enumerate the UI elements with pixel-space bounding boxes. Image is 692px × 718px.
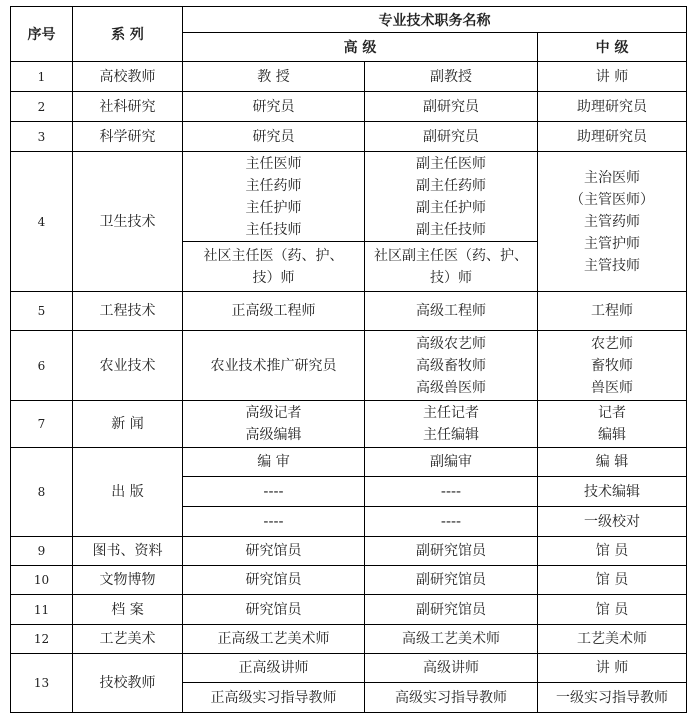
- title-line: 主任护师: [245, 199, 302, 216]
- row-number: 13: [11, 654, 73, 713]
- deputy-senior-title-cell: 副编审: [365, 448, 538, 477]
- title-line: 高级畜牧师: [416, 357, 486, 374]
- row-number: 3: [11, 122, 73, 152]
- series-cell: 档 案: [73, 595, 183, 625]
- middle-title-cell: 馆 员: [538, 595, 687, 625]
- deputy-senior-title-cell: 高级工程师: [365, 292, 538, 331]
- series-cell: 新 闻: [73, 401, 183, 448]
- deputy-senior-title-cell: 副研究馆员: [365, 595, 538, 625]
- title-line: 主管技师: [584, 257, 641, 274]
- series-cell: 农业技术: [73, 331, 183, 401]
- senior-title-cell: 正高级工艺美术师: [183, 625, 365, 654]
- deputy-senior-title-cell: 副研究馆员: [365, 566, 538, 595]
- title-line: 兽医师: [591, 379, 634, 396]
- middle-title-cell: 讲 师: [538, 654, 687, 683]
- table-row: [11, 331, 687, 401]
- title-line: 农艺师: [591, 335, 634, 352]
- table-row: [11, 566, 687, 595]
- deputy-senior-title-cell: ----: [365, 507, 538, 537]
- middle-title-cell: 技术编辑: [538, 477, 687, 507]
- deputy-senior-title-cell: ----: [365, 477, 538, 507]
- table-row: [11, 401, 687, 448]
- senior-title-cell: 编 审: [183, 448, 365, 477]
- title-line: 高级编辑: [245, 427, 302, 443]
- middle-title-cell: [538, 152, 687, 292]
- row-number: 11: [11, 595, 73, 625]
- title-line: 高级记者: [245, 405, 302, 421]
- title-line: 高级农艺师: [416, 335, 486, 352]
- series-cell: 技校教师: [73, 654, 183, 713]
- middle-title-cell: 助理研究员: [538, 92, 687, 122]
- senior-title-cell: [183, 152, 365, 242]
- table-row: [11, 654, 687, 683]
- middle-title-cell: [538, 331, 687, 401]
- deputy-senior-title-cell: [365, 331, 538, 401]
- title-line: （主管医师）: [570, 191, 655, 208]
- title-line: 技）师: [252, 269, 295, 286]
- row-number: 5: [11, 292, 73, 331]
- professional-title-table: [10, 6, 687, 713]
- title-line: 副主任医师: [416, 155, 486, 172]
- title-line: 主任技师: [245, 221, 302, 238]
- title-line: 社区主任医（药、护、: [203, 247, 344, 264]
- senior-title-cell: 研究馆员: [183, 566, 365, 595]
- deputy-senior-title-cell: 副研究馆员: [365, 537, 538, 566]
- header-middle: 中 级: [538, 33, 687, 62]
- header-seq: 序号: [11, 7, 73, 62]
- title-line: 主管护师: [584, 235, 641, 252]
- title-line: 副主任技师: [416, 221, 486, 238]
- series-cell: 出 版: [73, 448, 183, 537]
- senior-title-cell: 教 授: [183, 62, 365, 92]
- title-line: 编辑: [598, 427, 627, 443]
- title-line: 主任记者: [423, 405, 479, 421]
- row-number: 1: [11, 62, 73, 92]
- senior-title-cell: 正高级实习指导教师: [183, 683, 365, 713]
- series-cell: 社科研究: [73, 92, 183, 122]
- header-group: 专业技术职务名称: [183, 7, 687, 33]
- deputy-senior-title-cell: 高级工艺美术师: [365, 625, 538, 654]
- series-cell: 图书、资料: [73, 537, 183, 566]
- middle-title-cell: 工艺美术师: [538, 625, 687, 654]
- senior-title-cell: 研究员: [183, 122, 365, 152]
- deputy-senior-title-cell: 高级讲师: [365, 654, 538, 683]
- title-line: 副主任护师: [416, 199, 486, 216]
- table-row: [11, 595, 687, 625]
- title-line: 主管药师: [584, 213, 641, 230]
- row-number: 6: [11, 331, 73, 401]
- title-line: 主任编辑: [423, 427, 479, 443]
- table-row: [11, 122, 687, 152]
- series-cell: 工程技术: [73, 292, 183, 331]
- header-series: 系 列: [73, 7, 183, 62]
- senior-title-cell: 研究馆员: [183, 537, 365, 566]
- series-cell: 文物博物: [73, 566, 183, 595]
- table-row: [11, 625, 687, 654]
- header-senior: 高 级: [183, 33, 538, 62]
- row-number: 2: [11, 92, 73, 122]
- deputy-senior-title-cell: 副研究员: [365, 122, 538, 152]
- middle-title-cell: 编 辑: [538, 448, 687, 477]
- middle-title-cell: 馆 员: [538, 566, 687, 595]
- deputy-senior-title-cell: [365, 242, 538, 292]
- deputy-senior-title-cell: [365, 401, 538, 448]
- middle-title-cell: 讲 师: [538, 62, 687, 92]
- senior-title-cell: ----: [183, 477, 365, 507]
- title-line: 技）师: [430, 269, 472, 286]
- deputy-senior-title-cell: 高级实习指导教师: [365, 683, 538, 713]
- row-number: 4: [11, 152, 73, 292]
- series-cell: 科学研究: [73, 122, 183, 152]
- title-line: 畜牧师: [591, 357, 634, 374]
- row-number: 7: [11, 401, 73, 448]
- title-line: 副主任药师: [416, 177, 486, 194]
- senior-title-cell: 正高级讲师: [183, 654, 365, 683]
- series-cell: 工艺美术: [73, 625, 183, 654]
- row-number: 8: [11, 448, 73, 537]
- table-row: [11, 152, 687, 242]
- table-row: [11, 92, 687, 122]
- deputy-senior-title-cell: [365, 152, 538, 242]
- row-number: 9: [11, 537, 73, 566]
- title-line: 主任医师: [245, 155, 302, 172]
- title-line: 高级兽医师: [416, 379, 486, 396]
- middle-title-cell: 工程师: [538, 292, 687, 331]
- senior-title-cell: 研究员: [183, 92, 365, 122]
- middle-title-cell: 一级校对: [538, 507, 687, 537]
- senior-title-cell: 研究馆员: [183, 595, 365, 625]
- deputy-senior-title-cell: 副教授: [365, 62, 538, 92]
- title-line: 主任药师: [245, 177, 302, 194]
- senior-title-cell: 正高级工程师: [183, 292, 365, 331]
- senior-title-cell: ----: [183, 507, 365, 537]
- senior-title-cell: [183, 242, 365, 292]
- table-row: [11, 448, 687, 477]
- title-line: 主治医师: [584, 169, 641, 186]
- middle-title-cell: 馆 员: [538, 537, 687, 566]
- title-line: 社区副主任医（药、护、: [374, 247, 528, 264]
- middle-title-cell: [538, 401, 687, 448]
- table-row: [11, 62, 687, 92]
- row-number: 12: [11, 625, 73, 654]
- series-cell: 高校教师: [73, 62, 183, 92]
- senior-title-cell: 农业技术推广研究员: [183, 331, 365, 401]
- title-line: 记者: [598, 405, 627, 421]
- middle-title-cell: 助理研究员: [538, 122, 687, 152]
- table-row: [11, 537, 687, 566]
- series-cell: 卫生技术: [73, 152, 183, 292]
- senior-title-cell: [183, 401, 365, 448]
- row-number: 10: [11, 566, 73, 595]
- table-row: [11, 292, 687, 331]
- middle-title-cell: 一级实习指导教师: [538, 683, 687, 713]
- deputy-senior-title-cell: 副研究员: [365, 92, 538, 122]
- header-row-1: [11, 7, 687, 33]
